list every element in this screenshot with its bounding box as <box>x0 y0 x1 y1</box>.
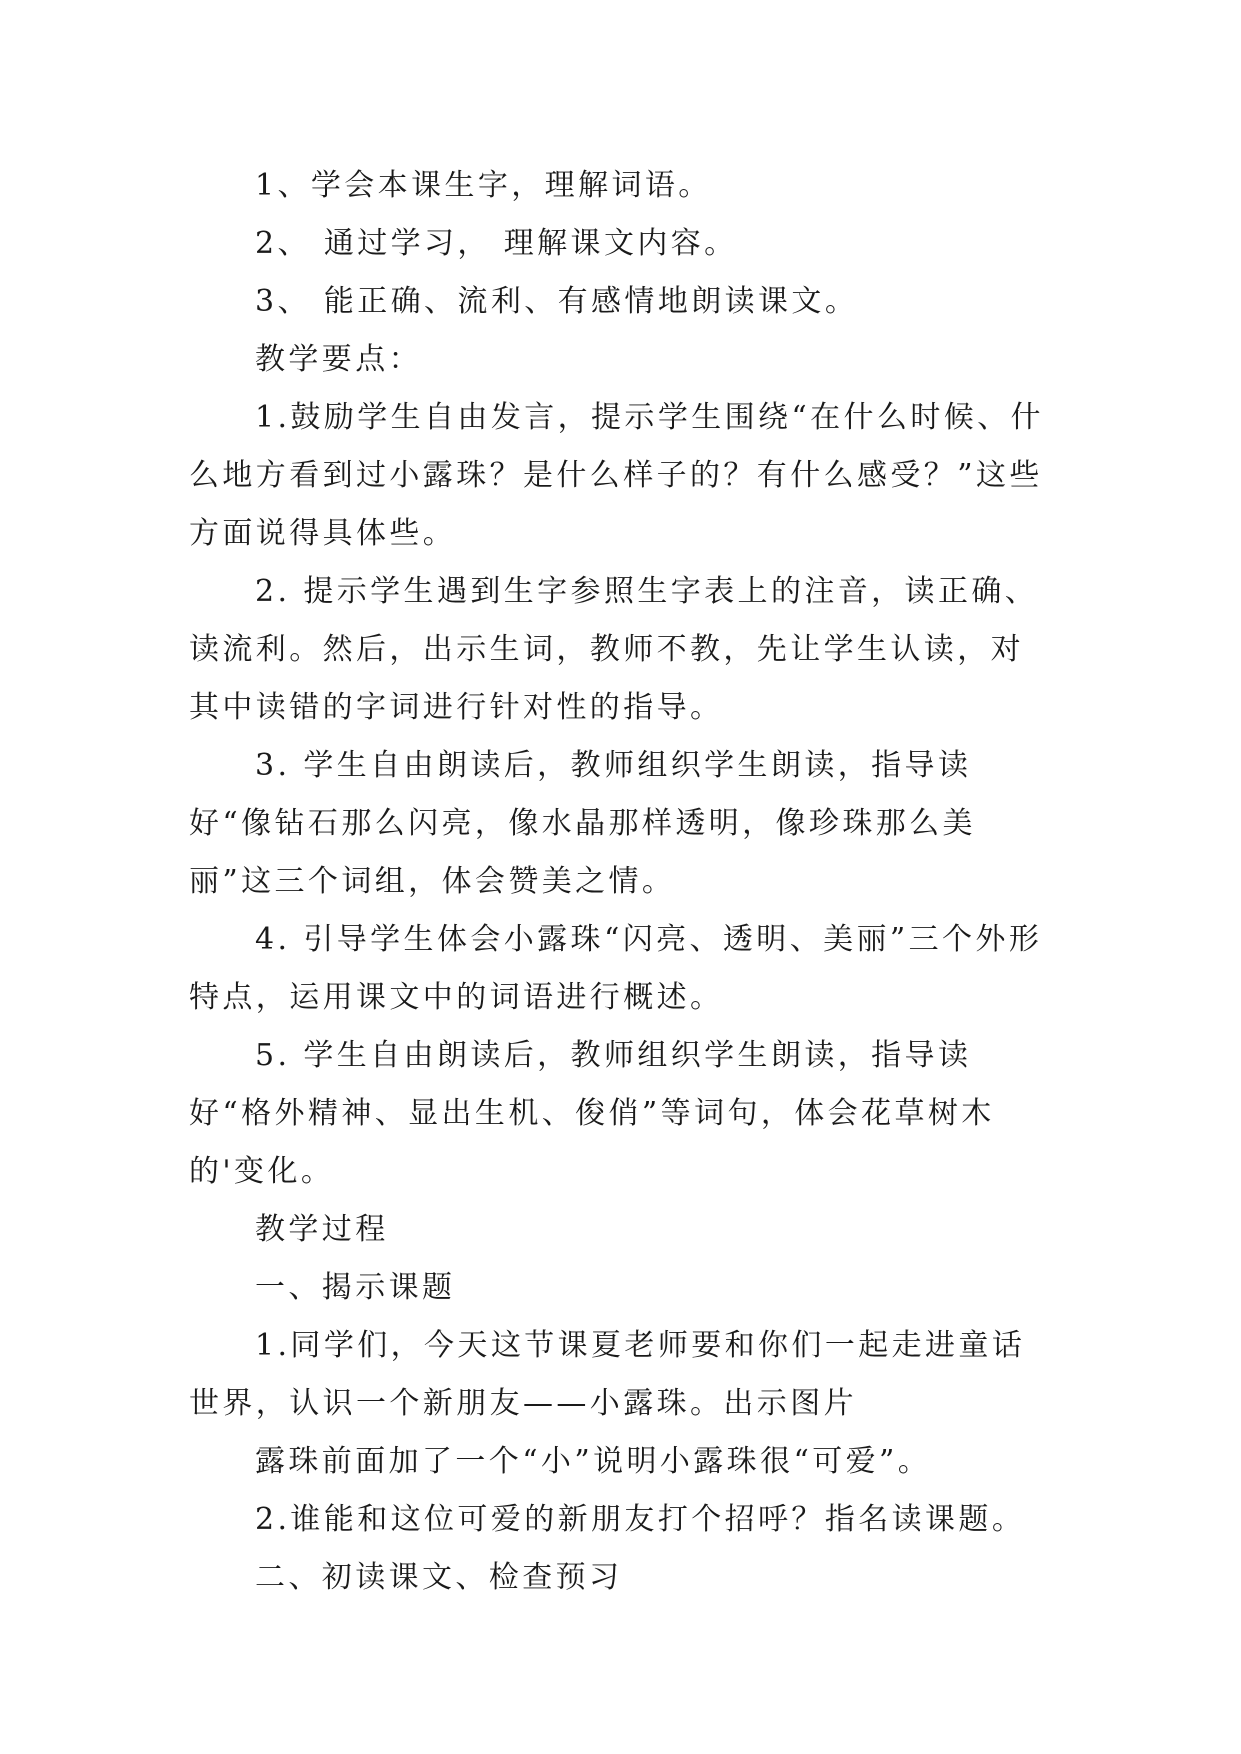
process-step-2: 2.谁能和这位可爱的新朋友打个招呼？指名读课题。 <box>255 1502 1026 1537</box>
section-heading-key-points: 教学要点： <box>255 342 422 377</box>
document-body <box>189 157 1051 1607</box>
key-point-4: 4. 引导学生体会小露珠“闪亮、透明、美丽”三个外形特点，运用课文中的词语进行概述。 <box>189 922 1043 1015</box>
subsection-heading-reveal-topic: 一、揭示课题 <box>255 1270 456 1305</box>
objective-1: 1、学会本课生字，理解词语。 <box>255 168 712 203</box>
key-point-1: 1.鼓励学生自由发言，提示学生围绕“在什么时候、什么地方看到过小露珠？是什么样子的？有什么感受？”这些方面说得具体些。 <box>189 400 1044 551</box>
objective-3: 3、 能正确、流利、有感情地朗读课文。 <box>255 284 859 319</box>
key-point-5: 5. 学生自由朗读后，教师组织学生朗读，指导读好“格外精神、显出生机、俊俏”等词句，体会花草树木的'变化。 <box>189 1038 995 1189</box>
objective-2: 2、 通过学习， 理解课文内容。 <box>255 226 738 261</box>
key-point-3: 3. 学生自由朗读后，教师组织学生朗读，指导读好“像钻石那么闪亮，像水晶那样透明，像珍珠那么美丽”这三个词组，体会赞美之情。 <box>189 748 976 899</box>
section-heading-process: 教学过程 <box>255 1212 389 1247</box>
process-note: 露珠前面加了一个“小”说明小露珠很“可爱”。 <box>255 1444 932 1479</box>
subsection-heading-first-reading: 二、初读课文、检查预习 <box>255 1560 623 1595</box>
process-step-1: 1.同学们，今天这节课夏老师要和你们一起走进童话世界，认识一个新朋友——小露珠。出示图片 <box>189 1328 1026 1421</box>
key-point-2: 2. 提示学生遇到生字参照生字表上的注音，读正确、读流利。然后，出示生词，教师不教，先让学生认读，对其中读错的字词进行针对性的指导。 <box>189 574 1039 725</box>
